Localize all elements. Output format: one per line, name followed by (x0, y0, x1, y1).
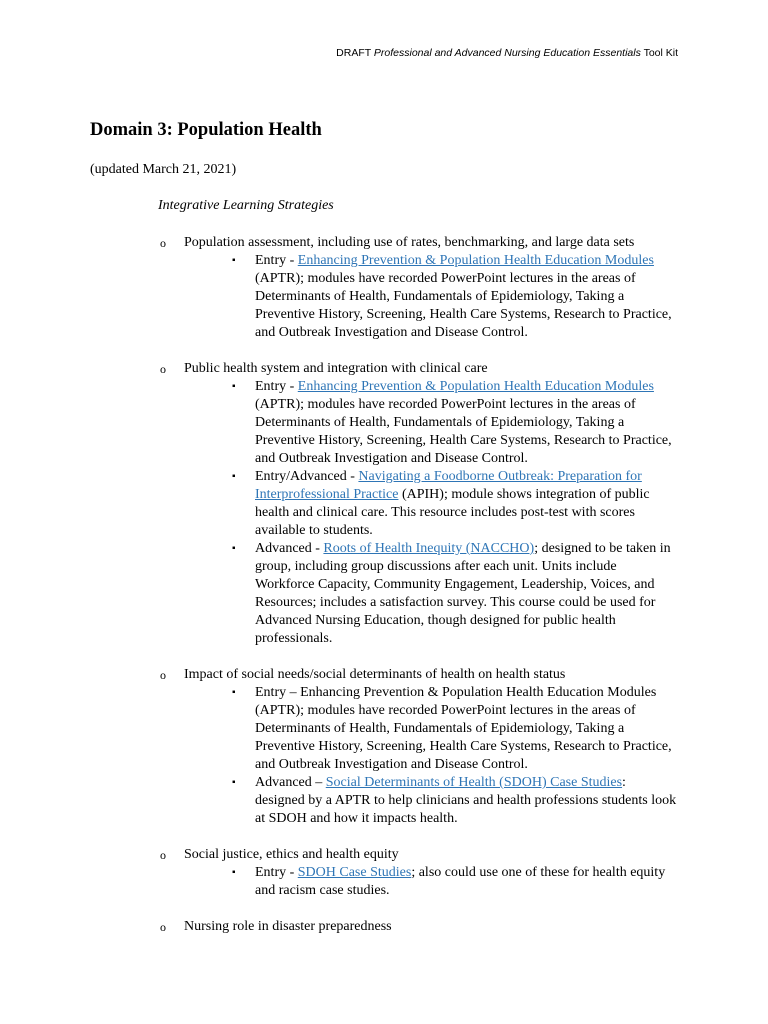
section-subheading: Integrative Learning Strategies (158, 198, 334, 213)
circle-bullet-icon: o (160, 920, 166, 934)
topic-text: Social justice, ethics and health equity (184, 847, 399, 862)
resource-prefix: Entry - (255, 865, 298, 880)
resource-link[interactable]: Enhancing Prevention & Population Health Education Modules (297, 253, 654, 268)
square-bullet-icon: ▪ (232, 255, 236, 266)
topic-item (158, 666, 678, 828)
resource-prefix: Advanced - (255, 541, 324, 556)
page-header (336, 47, 678, 59)
resource-description: : designed by a APTR to help clinicians and health professions students look at SDOH and how it impacts health. (255, 775, 677, 826)
header-prefix: DRAFT (336, 47, 371, 59)
resource-description: (APTR); modules have recorded PowerPoint lectures in the areas of Determinants of Health, Fundamentals of Epidemiology, Taking a Preventive History, Screening, Health Care Systems, Research to Practice, and Outbreak Investigation and Disease Control. (255, 271, 672, 340)
topic-text: Public health system and integration with clinical care (184, 361, 488, 376)
topic-text: Population assessment, including use of rates, benchmarking, and large data sets (184, 235, 635, 250)
header-suffix: Tool Kit (643, 47, 678, 59)
resource-link[interactable]: Roots of Health Inequity (NACCHO) (323, 541, 535, 556)
topic-item (158, 918, 678, 936)
resource-prefix: Entry - (255, 253, 298, 268)
header-italic-title: Professional and Advanced Nursing Education Essentials (373, 47, 641, 59)
strategy-outline (158, 234, 678, 954)
resource-item (184, 252, 678, 342)
resource-description: (APIH); module shows integration of public health and clinical care. This resource includes post-test with scores available to students. (255, 487, 650, 538)
resource-item (184, 468, 678, 540)
resource-item (184, 864, 678, 900)
resource-prefix: Entry – Enhancing Prevention & Population Health Education Modules (APTR); modules have recorded PowerPoint lectures in the areas of Determinants of Health, Fundamentals of Epidemiology, Taking a Preventive History, Screening, Health Care Systems, Research to Practice, and Outbreak Investigation and Disease Control. (255, 685, 672, 772)
resource-item (184, 378, 678, 468)
resource-item (184, 540, 678, 648)
square-bullet-icon: ▪ (232, 867, 236, 878)
topic-item (158, 360, 678, 648)
resource-prefix: Advanced – (255, 775, 326, 790)
circle-bullet-icon: o (160, 236, 166, 250)
resource-item (184, 774, 678, 828)
resource-description: ; also could use one of these for health equity and racism case studies. (255, 865, 666, 898)
topic-item (158, 846, 678, 900)
square-bullet-icon: ▪ (232, 543, 236, 554)
resource-link[interactable]: SDOH Case Studies (297, 865, 412, 880)
square-bullet-icon: ▪ (232, 471, 236, 482)
circle-bullet-icon: o (160, 848, 166, 862)
resource-link[interactable]: Social Determinants of Health (SDOH) Case Studies (325, 775, 623, 790)
updated-date: (updated March 21, 2021) (90, 162, 237, 177)
page-title: Domain 3: Population Health (90, 120, 322, 140)
circle-bullet-icon: o (160, 362, 166, 376)
resource-link[interactable]: Navigating a Foodborne Outbreak: Preparation for Interprofessional Practice (255, 469, 642, 502)
topic-text: Impact of social needs/social determinants of health on health status (184, 667, 566, 682)
resource-prefix: Entry/Advanced - (255, 469, 359, 484)
topic-item (158, 234, 678, 342)
square-bullet-icon: ▪ (232, 777, 236, 788)
resource-description: (APTR); modules have recorded PowerPoint lectures in the areas of Determinants of Health, Fundamentals of Epidemiology, Taking a Preventive History, Screening, Health Care Systems, Research to Practice, and Outbreak Investigation and Disease Control. (255, 397, 672, 466)
resource-item (184, 684, 678, 774)
square-bullet-icon: ▪ (232, 687, 236, 698)
resource-prefix: Entry - (255, 379, 298, 394)
square-bullet-icon: ▪ (232, 381, 236, 392)
topic-text: Nursing role in disaster preparedness (184, 919, 392, 934)
resource-description: ; designed to be taken in group, including group discussions after each unit. Units include Workforce Capacity, Community Engagement, Leadership, Voices, and Resources; includes a satisfaction survey. This course could be used for Advanced Nursing Education, though designed for public health professionals. (255, 541, 671, 646)
resource-link[interactable]: Enhancing Prevention & Population Health Education Modules (297, 379, 654, 394)
circle-bullet-icon: o (160, 668, 166, 682)
